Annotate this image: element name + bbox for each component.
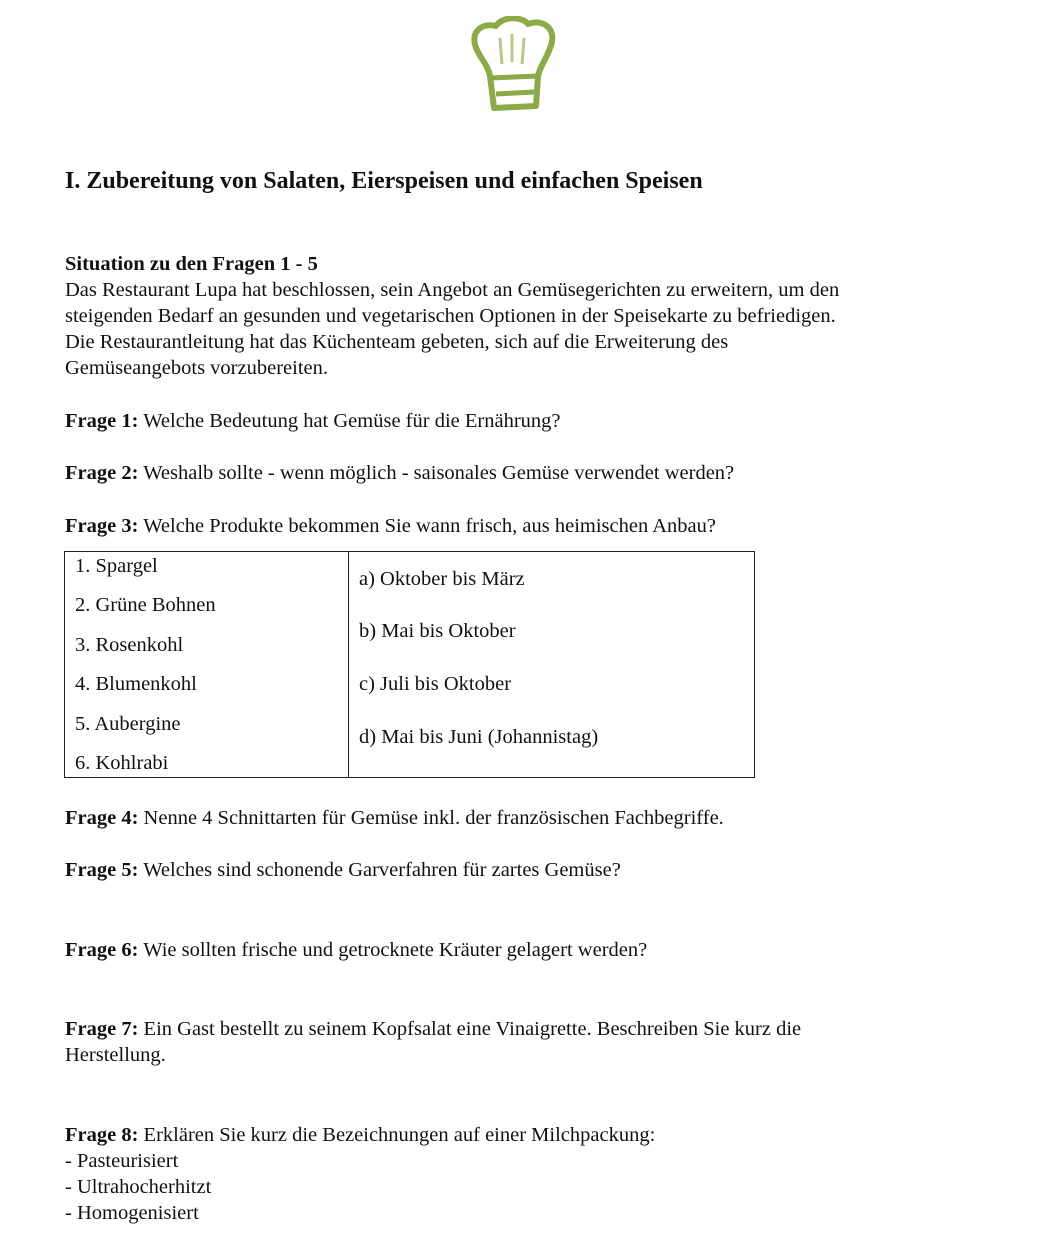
question-text: Welches sind schonende Garverfahren für zartes Gemüse? — [143, 859, 621, 881]
list-item: - Homogenisiert — [65, 1202, 199, 1224]
question-text: Nenne 4 Schnittarten für Gemüse inkl. der französischen Fachbegriffe. — [143, 807, 724, 829]
list-item: - Ultrahocherhitzt — [65, 1176, 212, 1198]
situation-text — [65, 277, 965, 381]
season-item: c) Juli bis Oktober — [359, 673, 512, 695]
situation-line: Gemüseangebots vorzubereiten. — [65, 357, 328, 379]
question-label: Frage 5: — [65, 859, 139, 881]
question-label: Frage 2: — [65, 462, 139, 484]
question-text: Ein Gast bestellt zu seinem Kopfsalat eine Vinaigrette. Beschreiben Sie kurz die — [143, 1018, 802, 1040]
seasons-cell — [349, 552, 755, 778]
question-5 — [65, 857, 621, 883]
page-title: I. Zubereitung von Salaten, Eierspeisen und einfachen Speisen — [65, 168, 703, 194]
question-label: Frage 1: — [65, 410, 139, 432]
season-item: b) Mai bis Oktober — [359, 620, 516, 642]
situation-title: Situation zu den Fragen 1 - 5 — [65, 253, 318, 275]
season-item: a) Oktober bis März — [359, 568, 525, 590]
question-text: Wie sollten frische und getrocknete Kräuter gelagert werden? — [143, 939, 648, 961]
product-item: 2. Grüne Bohnen — [75, 594, 216, 616]
list-item: - Pasteurisiert — [65, 1150, 179, 1172]
season-table — [64, 551, 755, 778]
question-4 — [65, 805, 724, 831]
question-label: Frage 3: — [65, 515, 139, 537]
product-item: 3. Rosenkohl — [75, 634, 184, 656]
question-label: Frage 6: — [65, 939, 139, 961]
situation-line: Die Restaurantleitung hat das Küchenteam gebeten, sich auf die Erweiterung des — [65, 331, 729, 353]
product-item: 1. Spargel — [75, 555, 158, 577]
situation-line: Das Restaurant Lupa hat beschlossen, sein Angebot an Gemüsegerichten zu erweitern, um den — [65, 279, 840, 301]
question-text: Welche Bedeutung hat Gemüse für die Ernährung? — [143, 410, 561, 432]
question-text: Weshalb sollte - wenn möglich - saisonales Gemüse verwendet werden? — [143, 462, 735, 484]
chef-hat-icon — [466, 16, 558, 114]
question-1 — [65, 408, 561, 434]
question-text: Erklären Sie kurz die Bezeichnungen auf einer Milchpackung: — [143, 1124, 656, 1146]
product-item: 6. Kohlrabi — [75, 752, 169, 774]
question-text: Welche Produkte bekommen Sie wann frisch, aus heimischen Anbau? — [143, 515, 716, 537]
question-3 — [65, 513, 716, 539]
question-7 — [65, 1016, 965, 1068]
question-2 — [65, 460, 734, 486]
products-cell — [65, 552, 349, 778]
product-item: 4. Blumenkohl — [75, 673, 197, 695]
situation-line: steigenden Bedarf an gesunden und vegetarischen Optionen in der Speisekarte zu befriedigen. — [65, 305, 836, 327]
question-6 — [65, 937, 647, 963]
season-item: d) Mai bis Juni (Johannistag) — [359, 726, 599, 748]
question-8 — [65, 1122, 965, 1226]
question-text-continued: Herstellung. — [65, 1044, 166, 1066]
question-label: Frage 4: — [65, 807, 139, 829]
question-label: Frage 8: — [65, 1124, 139, 1146]
question-label: Frage 7: — [65, 1018, 139, 1040]
product-item: 5. Aubergine — [75, 713, 181, 735]
